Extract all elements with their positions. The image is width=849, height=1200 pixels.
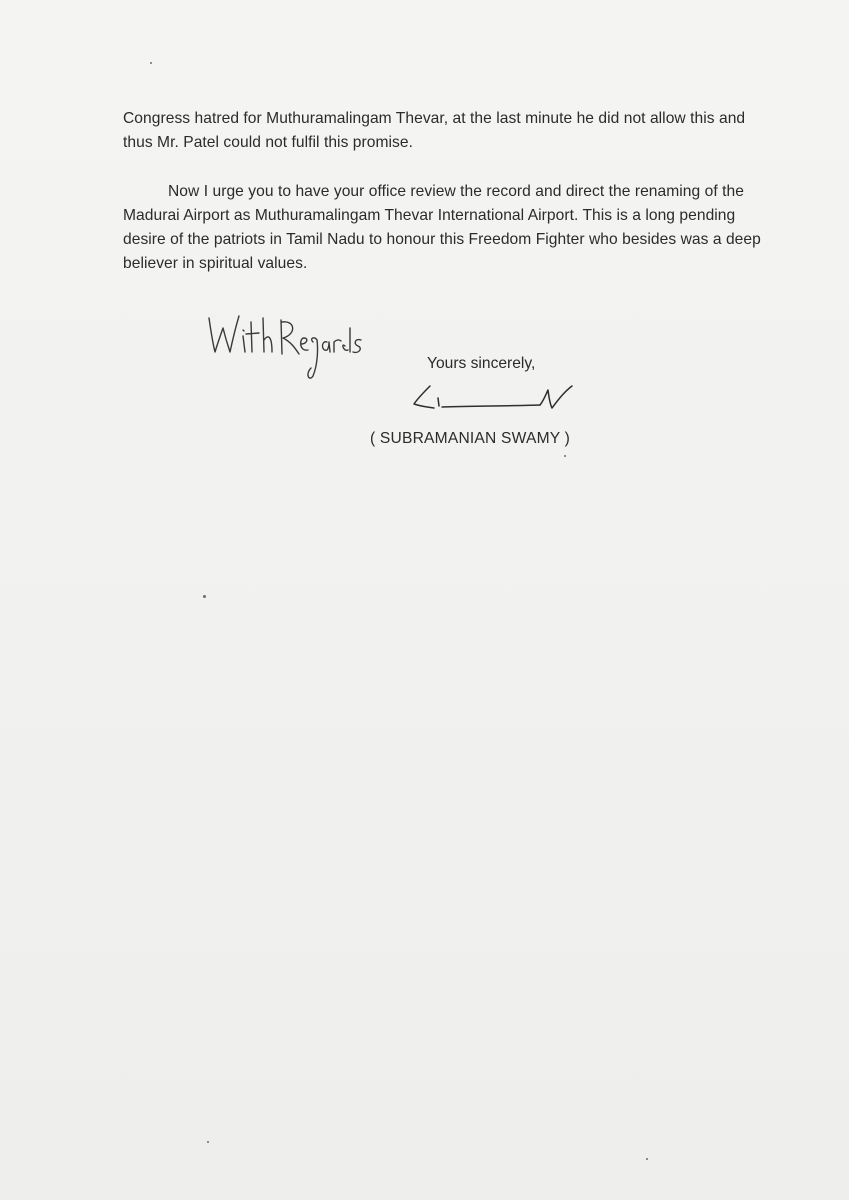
signature: [412, 382, 582, 418]
paragraph-2-text: Now I urge you to have your office review the record and direct the renaming of the Madurai Airport as Muthuramalingam Thevar International Airport. This is a long pending desire of the patriots in Tamil Nadu to honour this Freedom Fighter who besides was a deep believer in spiritual values.: [123, 183, 761, 272]
letter-paragraph-1: [123, 107, 773, 155]
scan-speck: [207, 1141, 209, 1143]
handwritten-regards: [205, 308, 365, 388]
scan-speck: [150, 62, 152, 64]
signatory-name: ( SUBRAMANIAN SWAMY ): [370, 430, 571, 447]
scan-speck: [646, 1158, 648, 1160]
scan-speck: [203, 595, 206, 598]
paragraph-1-text: Congress hatred for Muthuramalingam Thevar, at the last minute he did not allow this and thus Mr. Patel could not fulfil this promise.: [123, 110, 746, 151]
scan-speck: [564, 455, 566, 457]
letter-paragraph-2: [123, 180, 773, 276]
closing-phrase: Yours sincerely,: [427, 355, 536, 372]
